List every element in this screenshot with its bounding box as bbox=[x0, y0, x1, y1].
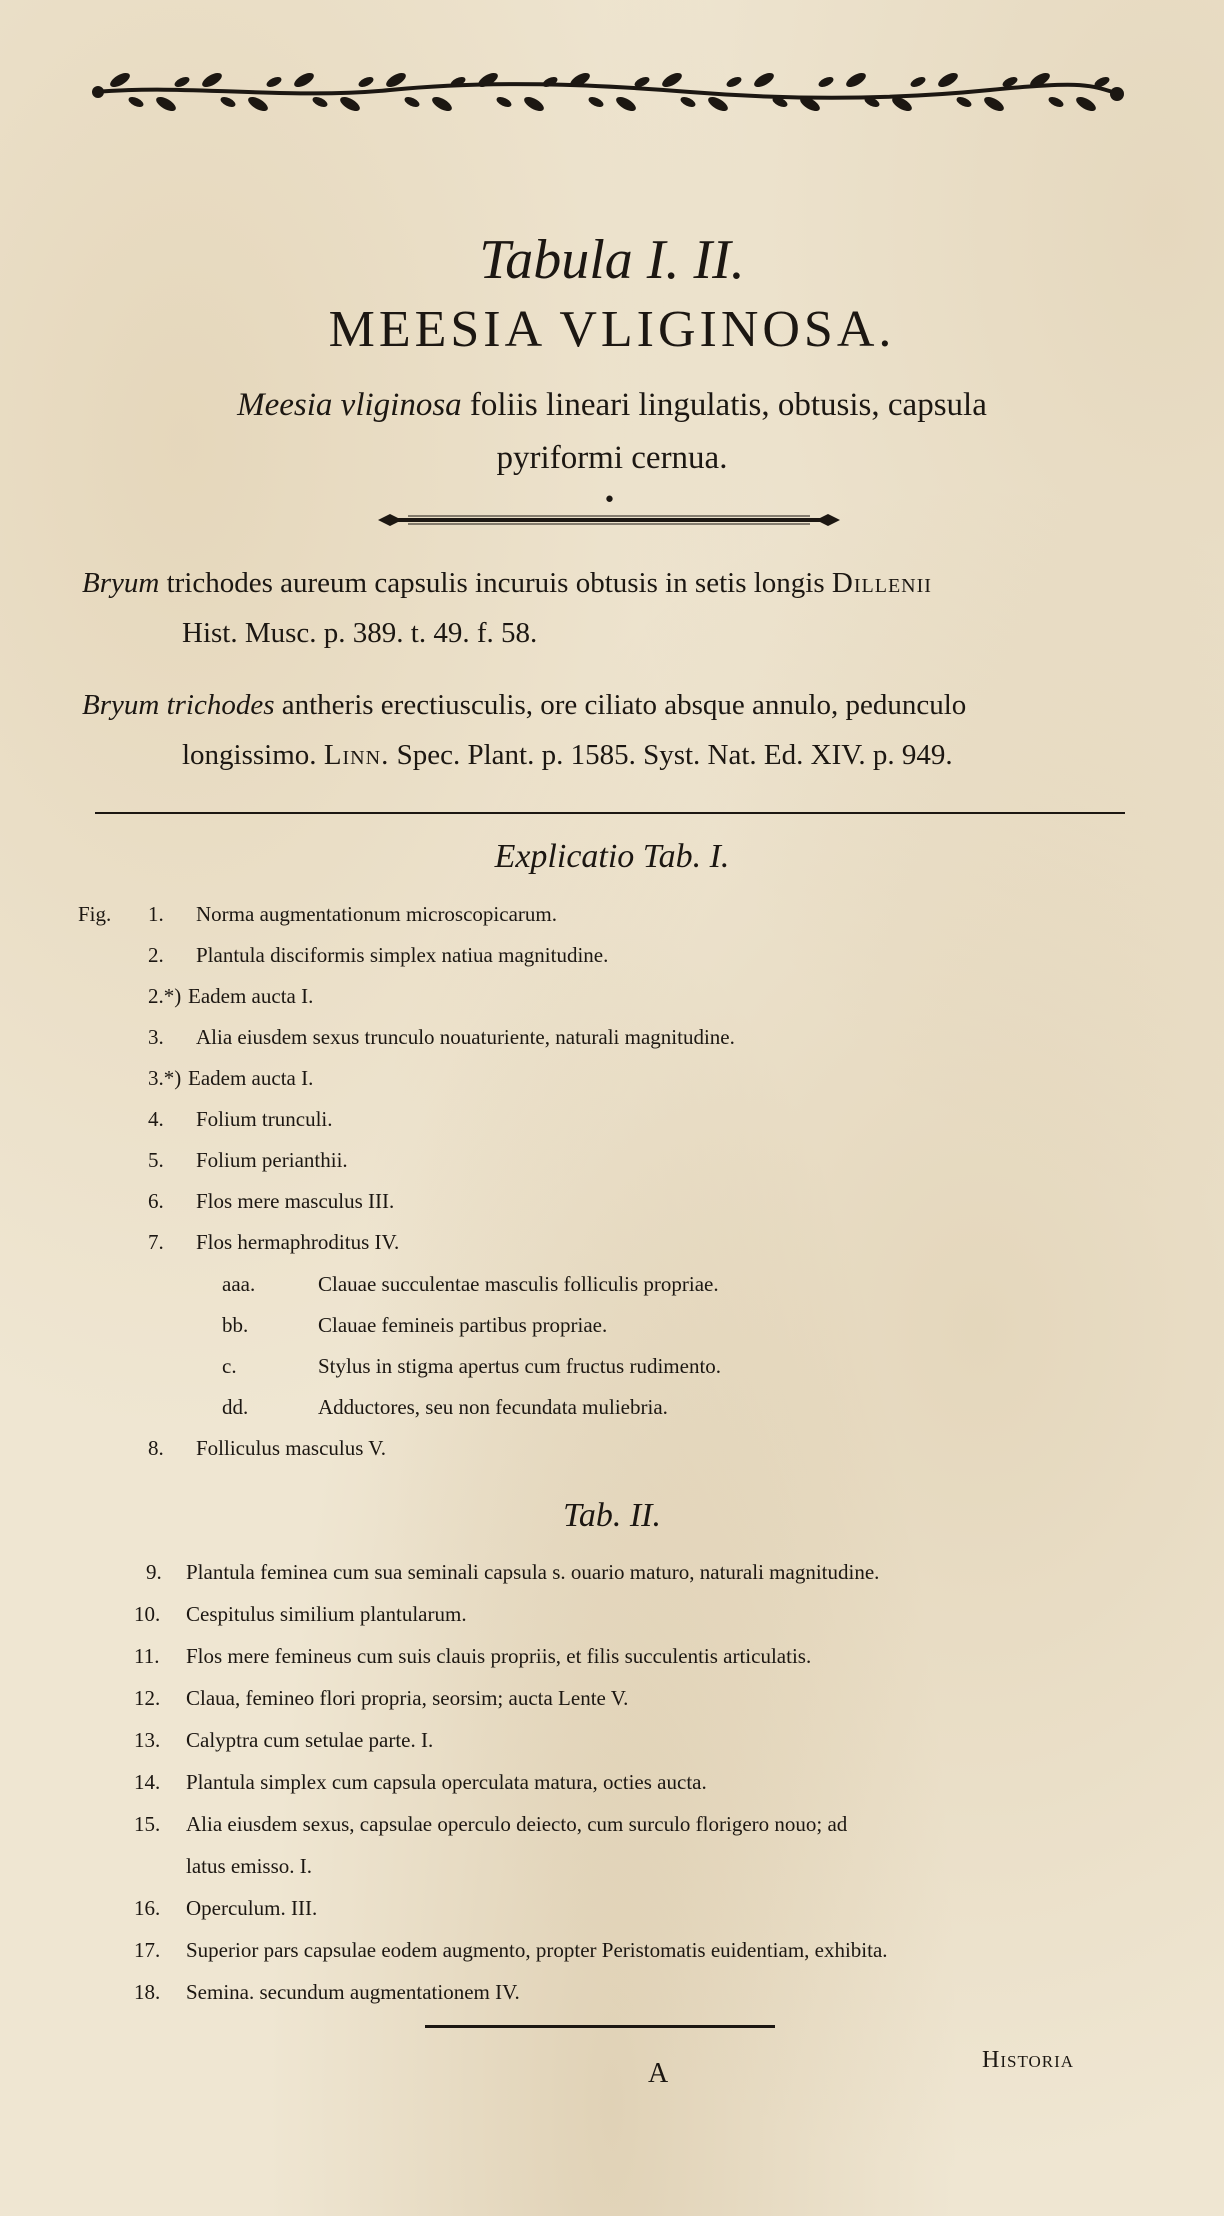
synonym-genus: Bryum trichodes bbox=[82, 689, 275, 721]
diagnosis-line-2: pyriformi cernua. bbox=[496, 440, 728, 476]
diagnosis-line-1 bbox=[0, 387, 1224, 424]
rule-ornament-icon bbox=[378, 510, 840, 530]
figure-number: 9. bbox=[146, 1560, 162, 1584]
figure-description: Operculum. III. bbox=[186, 1896, 318, 1920]
figure-number: 6. bbox=[148, 1189, 164, 1213]
synonym-text: antheris erectiusculis, ore ciliato absque annulo, pedunculo bbox=[281, 689, 967, 721]
figure-description: Flos mere masculus III. bbox=[196, 1189, 395, 1213]
figure-description: Semina. secundum augmentationem IV. bbox=[186, 1980, 520, 2004]
synonym-dillenius bbox=[82, 558, 1142, 608]
figure-description: Folliculus masculus V. bbox=[196, 1436, 386, 1460]
figure-number: 15. bbox=[134, 1812, 161, 1836]
figure-number: 5. bbox=[148, 1148, 164, 1172]
synonym-linnaeus bbox=[82, 680, 1142, 730]
synonym-author: Dillenii bbox=[831, 567, 932, 599]
figure-description: Alia eiusdem sexus trunculo nouaturiente, naturali magnitudine. bbox=[196, 1025, 735, 1049]
synonym-text-cont: longissimo. bbox=[182, 739, 317, 771]
synonym-reference: Hist. Musc. p. 389. t. 49. f. 58. bbox=[182, 617, 538, 649]
figure-number: 17. bbox=[134, 1938, 161, 1962]
synonym-reference bbox=[182, 730, 953, 780]
diagnosis-text-1: foliis lineari lingulatis, obtusis, capsula bbox=[469, 387, 987, 423]
synonym-ref: Spec. Plant. p. 1585. Syst. Nat. Ed. XIV. p. 949. bbox=[396, 739, 953, 771]
figure-description: Eadem aucta I. bbox=[188, 984, 314, 1008]
figure-number: 11. bbox=[134, 1644, 160, 1668]
synonym-genus: Bryum bbox=[82, 567, 160, 599]
figure-number: bb. bbox=[222, 1313, 249, 1337]
synonym-author: Linn. bbox=[323, 739, 390, 771]
figure-number: 10. bbox=[134, 1602, 161, 1626]
explicatio-heading: Explicatio Tab. I. bbox=[494, 838, 730, 875]
section-divider bbox=[95, 812, 1125, 814]
figure-number: 16. bbox=[134, 1896, 161, 1920]
vine-ornament-icon bbox=[90, 62, 1125, 122]
figure-description: Calyptra cum setulae parte. I. bbox=[186, 1728, 434, 1752]
figure-number: dd. bbox=[222, 1395, 249, 1419]
figure-description: Adductores, seu non fecundata muliebria. bbox=[318, 1395, 668, 1419]
tab2-heading: Tab. II. bbox=[563, 1497, 661, 1534]
figure-number: 4. bbox=[148, 1107, 164, 1131]
figure-description: Stylus in stigma apertus cum fructus rudimento. bbox=[318, 1354, 722, 1378]
figure-number: 3. bbox=[148, 1025, 164, 1049]
figure-description: Flos mere femineus cum suis clauis propriis, et filis succulentis articulatis. bbox=[186, 1644, 812, 1668]
figure-number: 2. bbox=[148, 943, 164, 967]
catchword: Historia bbox=[982, 2047, 1075, 2073]
figure-description: Alia eiusdem sexus, capsulae operculo deiecto, cum surculo florigero nouo; ad bbox=[186, 1812, 848, 1836]
figure-number: 3.*) bbox=[148, 1066, 182, 1090]
bullet-mark: • bbox=[603, 488, 616, 513]
figure-description: Folium perianthii. bbox=[196, 1148, 348, 1172]
figure-description: Folium trunculi. bbox=[196, 1107, 333, 1131]
figure-description: Plantula feminea cum sua seminali capsula s. ouario maturo, naturali magnitudine. bbox=[186, 1560, 880, 1584]
figure-description: Flos hermaphroditus IV. bbox=[196, 1230, 400, 1254]
figure-description: Norma augmentationum microscopicarum. bbox=[196, 902, 557, 926]
figure-number: 2.*) bbox=[148, 984, 182, 1008]
figure-description: Plantula simplex cum capsula operculata matura, octies aucta. bbox=[186, 1770, 707, 1794]
species-heading: MEESIA VLIGINOSA. bbox=[328, 301, 896, 358]
synonym-text: trichodes aureum capsulis incuruis obtusis in setis longis bbox=[166, 567, 825, 599]
figure-number: 7. bbox=[148, 1230, 164, 1254]
figure-description: Cespitulus similium plantularum. bbox=[186, 1602, 467, 1626]
figure-description: Plantula disciformis simplex natiua magnitudine. bbox=[196, 943, 609, 967]
plate-title: Tabula I. II. bbox=[479, 229, 745, 291]
figure-description: Clauae femineis partibus propriae. bbox=[318, 1313, 608, 1337]
signature-mark: A bbox=[648, 2058, 669, 2089]
figure-number: aaa. bbox=[222, 1272, 256, 1296]
figure-number: 18. bbox=[134, 1980, 161, 2004]
figure-description: Superior pars capsulae eodem augmento, propter Peristomatis euidentiam, exhibita. bbox=[186, 1938, 888, 1962]
figure-number: 8. bbox=[148, 1436, 164, 1460]
figure-description: latus emisso. I. bbox=[186, 1854, 312, 1878]
figure-number: 1. bbox=[148, 902, 164, 926]
figure-number: 13. bbox=[134, 1728, 161, 1752]
figure-number: 12. bbox=[134, 1686, 161, 1710]
figure-description: Claua, femineo flori propria, seorsim; aucta Lente V. bbox=[186, 1686, 629, 1710]
figure-description: Eadem aucta I. bbox=[188, 1066, 314, 1090]
diagnosis-species-name: Meesia vliginosa bbox=[237, 387, 462, 423]
figure-number: 14. bbox=[134, 1770, 161, 1794]
figure-description: Clauae succulentae masculis folliculis propriae. bbox=[318, 1272, 719, 1296]
fig-label: Fig. bbox=[78, 902, 112, 926]
figure-number: c. bbox=[222, 1354, 237, 1378]
footer-rule bbox=[425, 2025, 775, 2028]
